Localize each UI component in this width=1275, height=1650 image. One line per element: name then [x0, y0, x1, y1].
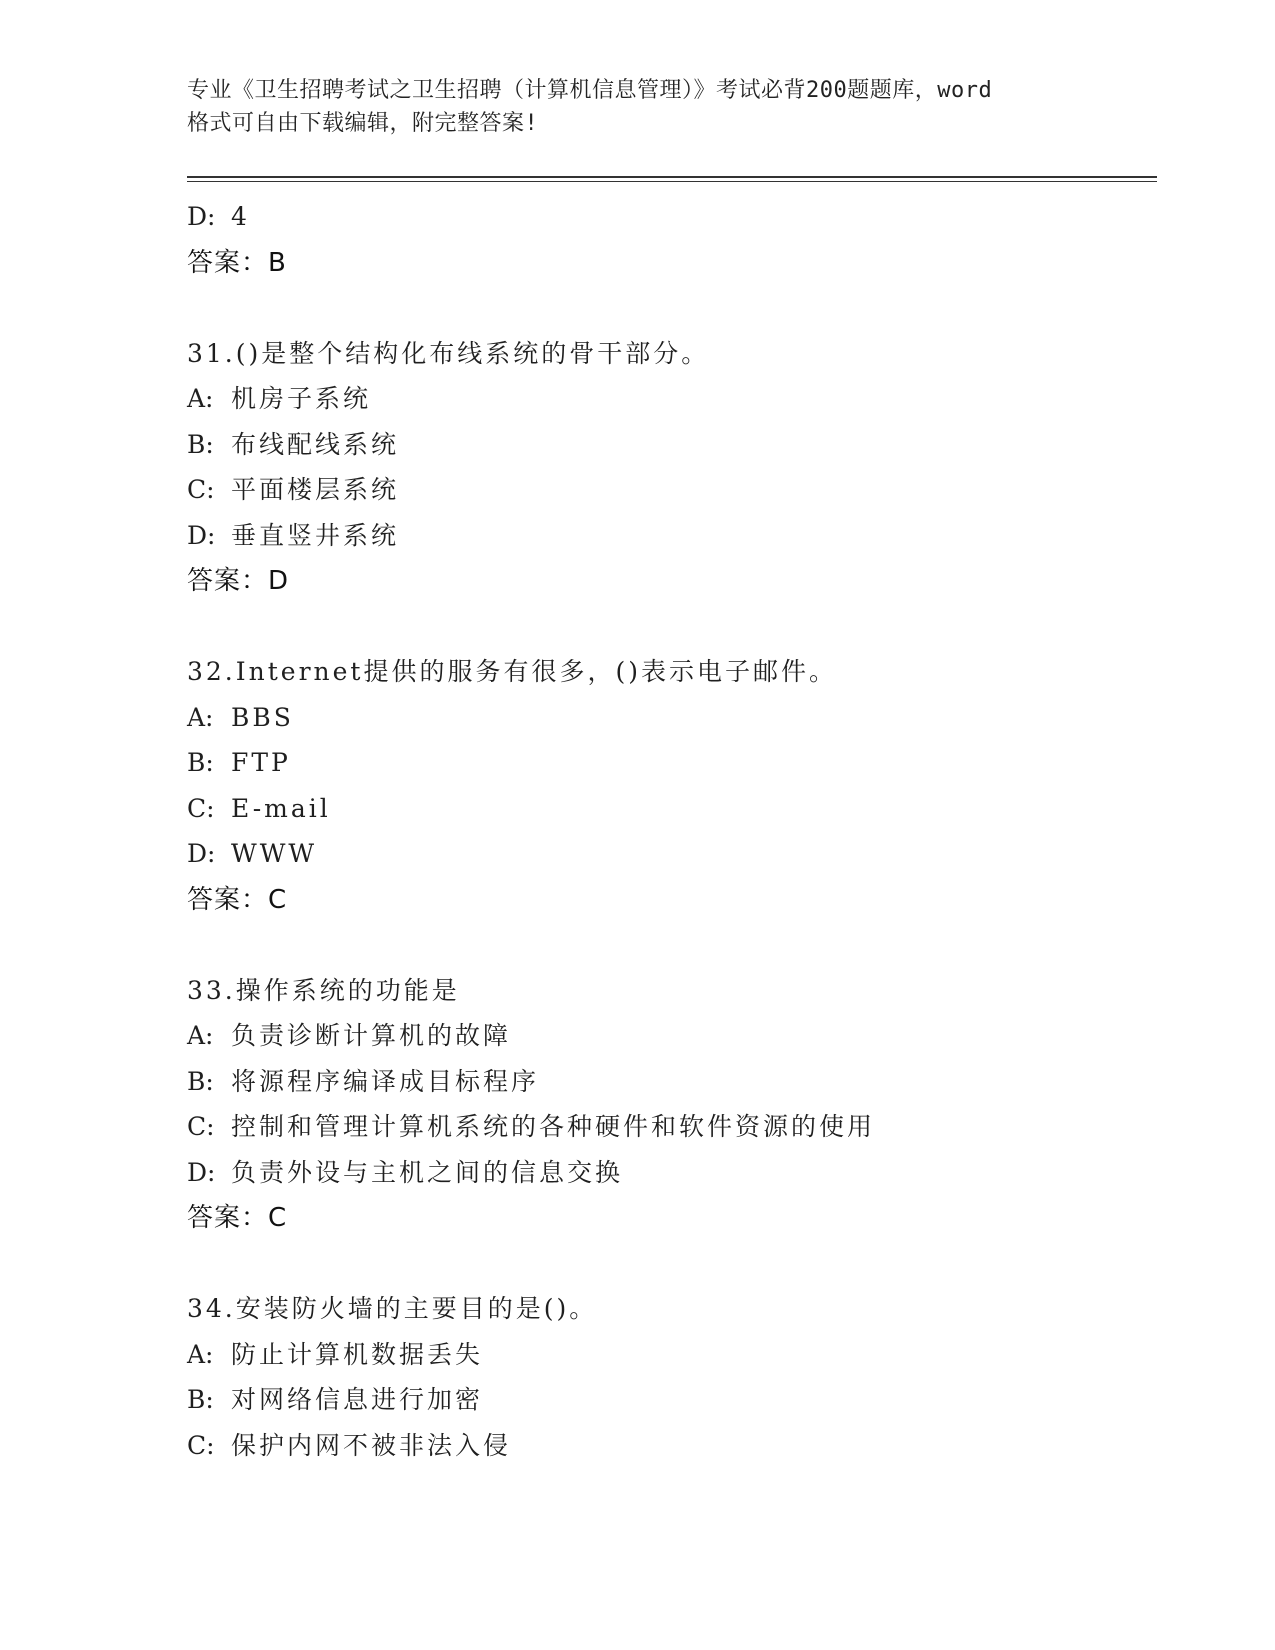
- option-d: [187, 831, 1157, 877]
- option-text: 对网络信息进行加密: [231, 1385, 484, 1414]
- option-key: B:: [187, 748, 214, 777]
- option-c: [187, 1104, 1157, 1150]
- answer-line: 答案：B: [187, 247, 287, 278]
- question-stem: 34.安装防火墙的主要目的是()。: [187, 1294, 598, 1323]
- document-header: [187, 74, 1157, 140]
- option-key: C:: [187, 793, 215, 823]
- option-c: [187, 1423, 1157, 1469]
- option-key: B:: [187, 1385, 214, 1414]
- question-stem: 32.Internet提供的服务有很多，()表示电子邮件。: [187, 657, 837, 686]
- answer-line: 答案：C: [187, 884, 288, 915]
- option-key: B:: [187, 1066, 214, 1096]
- option-key: D:: [187, 1157, 216, 1187]
- header-divider: [187, 176, 1157, 182]
- option-key: A:: [187, 1021, 214, 1050]
- option-key: C:: [187, 1430, 215, 1460]
- option-key: C:: [187, 475, 215, 504]
- option-text: 保护内网不被非法入侵: [231, 1430, 512, 1460]
- option-d: [187, 194, 1157, 240]
- answer-line: 答案：D: [187, 566, 290, 596]
- option-text: E-mail: [231, 793, 331, 823]
- option-text: 机房子系统: [231, 384, 372, 413]
- option-d: [187, 513, 1157, 559]
- question-31: [187, 331, 1157, 605]
- option-c: [187, 467, 1157, 513]
- option-b: [187, 740, 1157, 786]
- option-key: A:: [187, 1339, 214, 1369]
- option-key: A:: [187, 702, 214, 732]
- question-list: [187, 194, 1157, 1468]
- option-text: BBS: [231, 702, 294, 732]
- option-text: 平面楼层系统: [231, 475, 400, 504]
- document-page: [187, 0, 1157, 1650]
- option-a: [187, 1332, 1157, 1378]
- header-line-2: 格式可自由下载编辑，附完整答案!: [187, 111, 539, 136]
- question-33: [187, 968, 1157, 1242]
- option-key: D:: [187, 839, 216, 868]
- option-b: [187, 1377, 1157, 1423]
- option-text: WWW: [231, 839, 318, 868]
- option-a: [187, 376, 1157, 422]
- option-a: [187, 1013, 1157, 1059]
- option-a: [187, 695, 1157, 741]
- option-text: 控制和管理计算机系统的各种硬件和软件资源的使用: [231, 1112, 876, 1141]
- option-key: A:: [187, 384, 214, 413]
- answer-line: 答案：C: [187, 1203, 288, 1233]
- option-key: D:: [187, 202, 216, 231]
- option-key: B:: [187, 429, 214, 459]
- question-stem: 33.操作系统的功能是: [187, 975, 460, 1005]
- option-text: 负责外设与主机之间的信息交换: [231, 1157, 624, 1187]
- question-stem: 31.()是整个结构化布线系统的骨干部分。: [187, 338, 710, 368]
- option-text: FTP: [231, 748, 291, 777]
- question-32: [187, 649, 1157, 923]
- question-34: [187, 1286, 1157, 1468]
- option-text: 负责诊断计算机的故障: [231, 1021, 512, 1050]
- option-text: 4: [231, 202, 250, 231]
- option-c: [187, 786, 1157, 832]
- option-key: D:: [187, 520, 216, 550]
- option-text: 垂直竖井系统: [231, 520, 400, 550]
- option-text: 布线配线系统: [231, 429, 400, 459]
- option-d: [187, 1150, 1157, 1196]
- option-b: [187, 422, 1157, 468]
- option-text: 将源程序编译成目标程序: [231, 1066, 540, 1096]
- header-line-1: 专业《卫生招聘考试之卫生招聘（计算机信息管理）》考试必背200题题库，word: [187, 78, 993, 103]
- option-b: [187, 1059, 1157, 1105]
- option-text: 防止计算机数据丢失: [231, 1339, 484, 1369]
- option-key: C:: [187, 1112, 215, 1141]
